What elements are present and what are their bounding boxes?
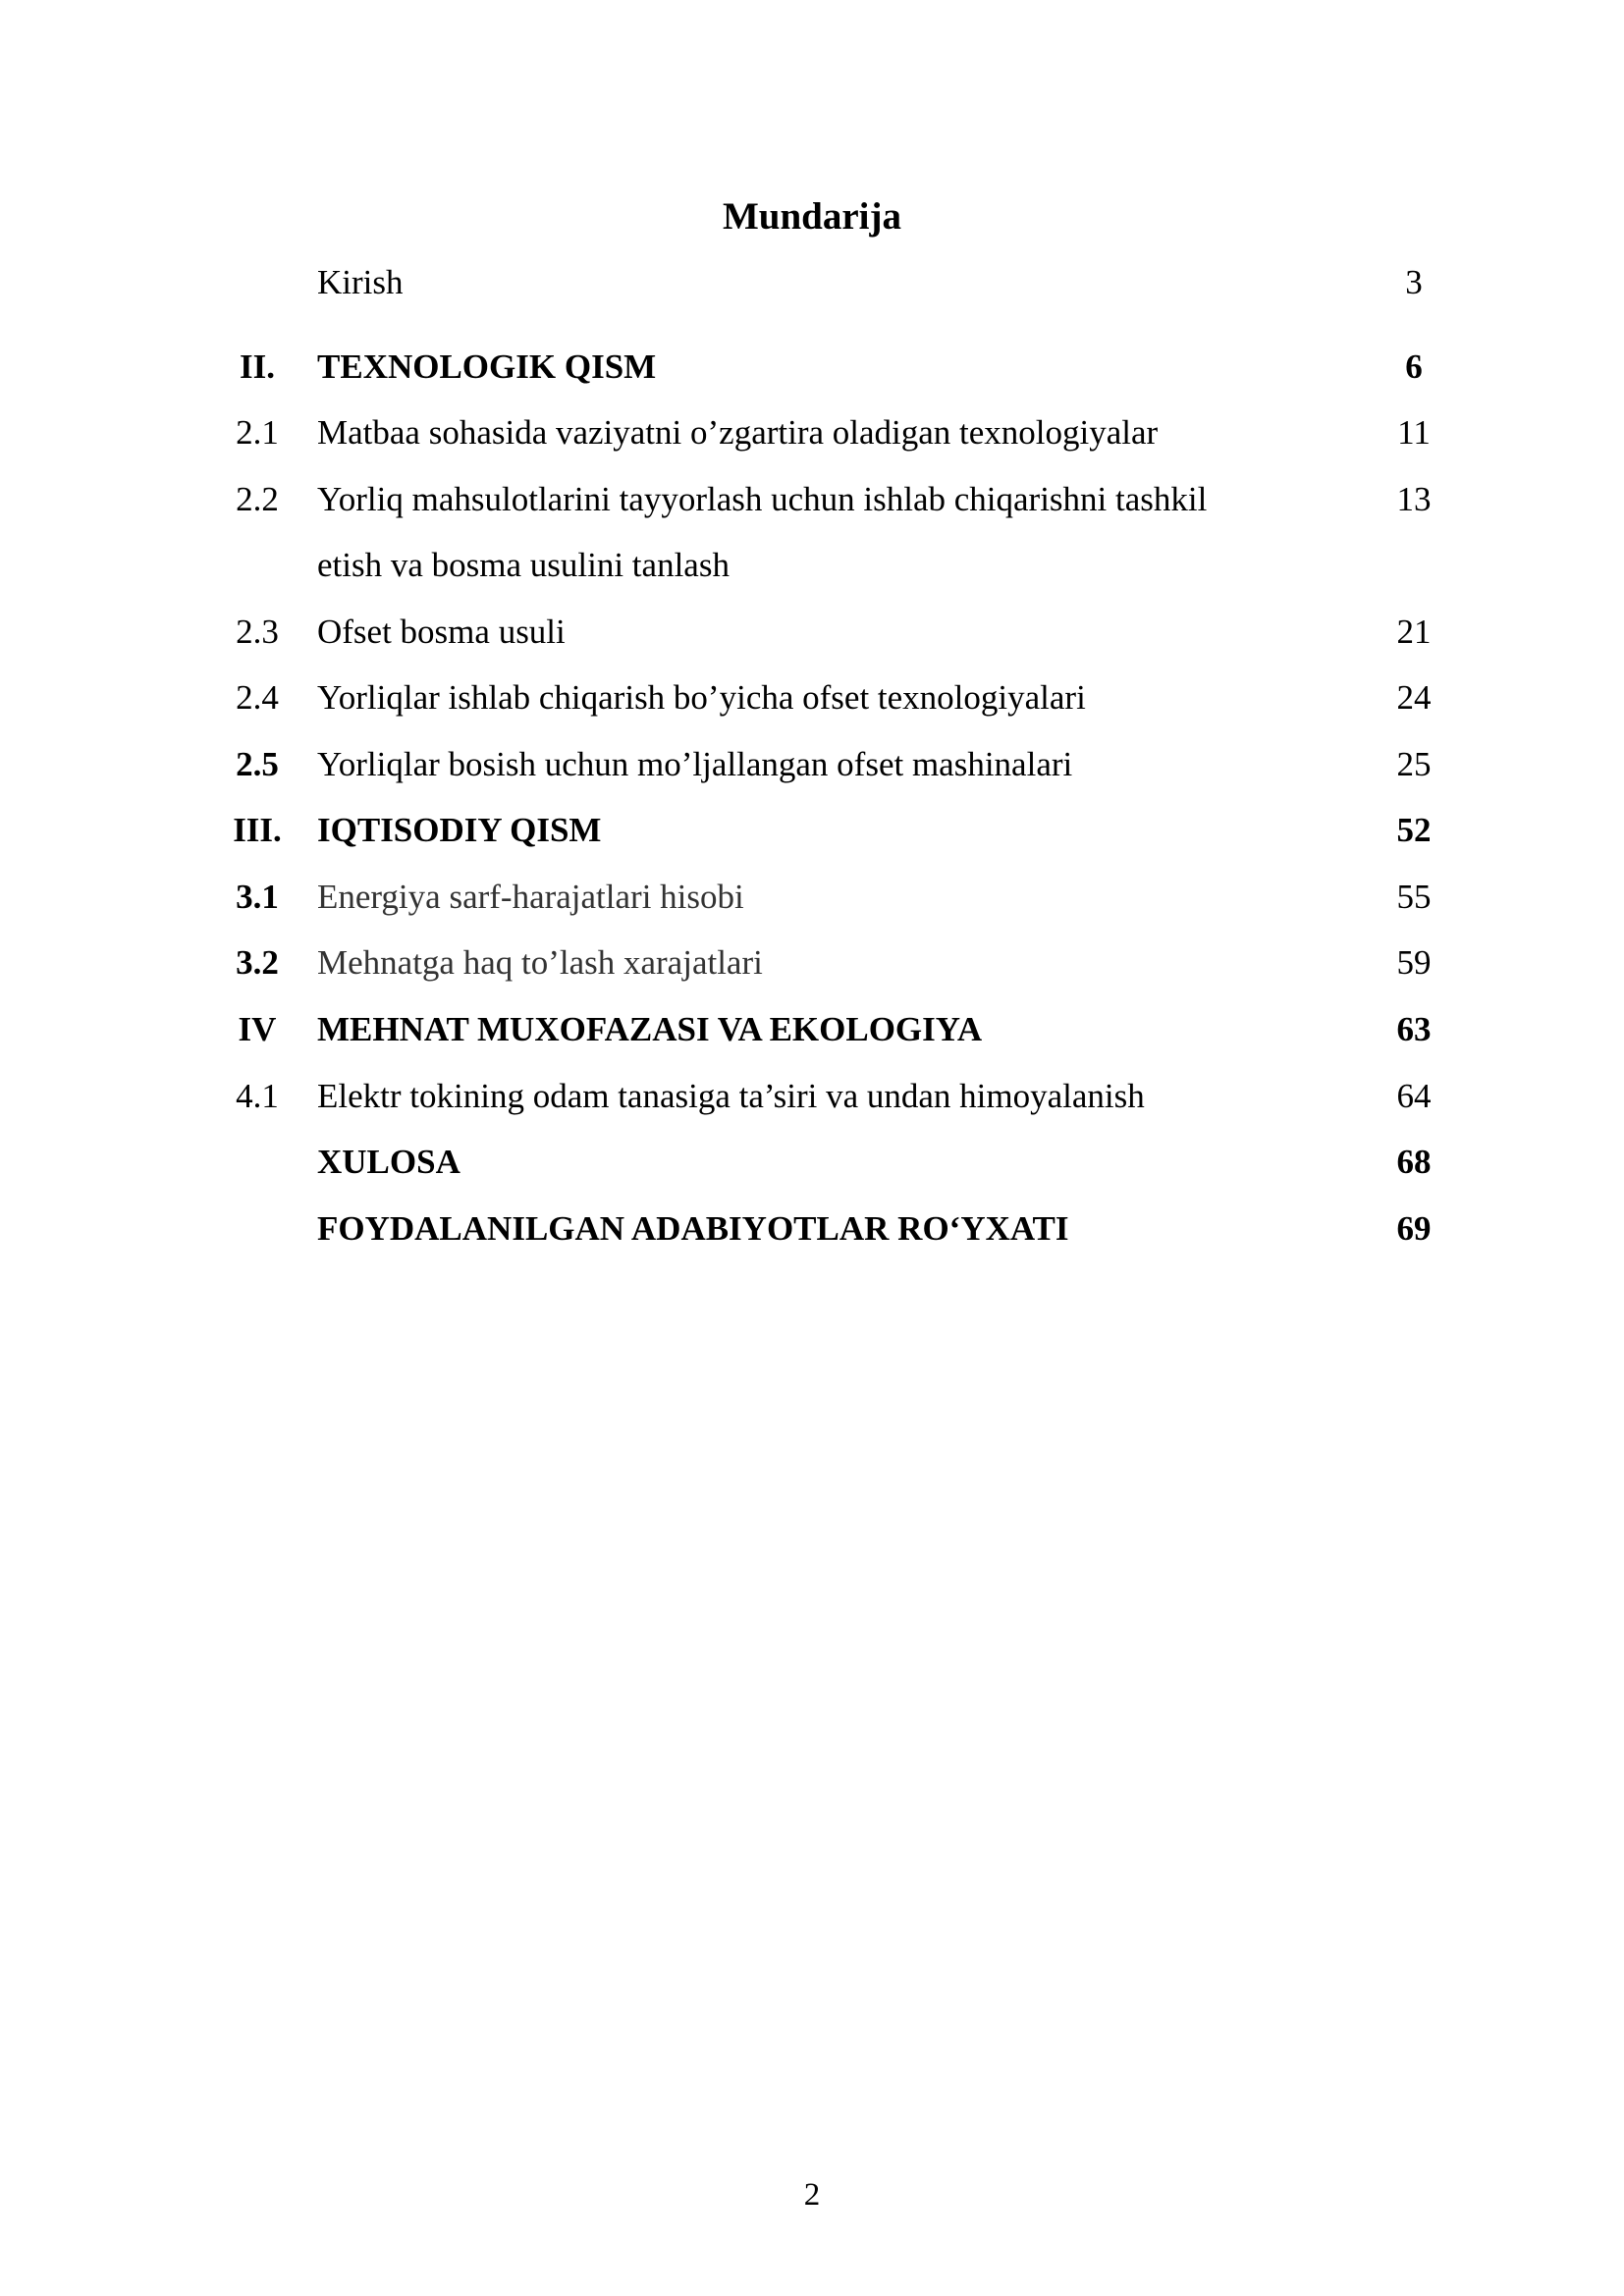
- toc-entry: [0, 255, 1624, 310]
- toc-entry: [0, 1002, 1624, 1057]
- toc-entry-title: Kirish: [317, 263, 404, 301]
- toc-entry: [0, 935, 1624, 990]
- toc-entry-title: FOYDALANILGAN ADABIYOTLAR RO‘YXATI: [317, 1209, 1069, 1248]
- toc-entry-title: Mehnatga haq to’lash xarajatlari: [317, 943, 763, 982]
- toc-entry: [0, 538, 1624, 593]
- toc-entry: [0, 340, 1624, 395]
- toc-entry: [0, 737, 1624, 792]
- toc-entry-title: MEHNAT MUXOFAZASI VA EKOLOGIYA: [317, 1010, 983, 1048]
- toc-entry-title: Yorliqlar bosish uchun mo’ljallangan ofset mashinalari: [317, 745, 1073, 783]
- toc-entry: [0, 405, 1624, 460]
- toc-entry: [0, 1201, 1624, 1256]
- toc-entry-page: 52: [1396, 811, 1432, 849]
- toc-entry: [0, 870, 1624, 925]
- toc-title: Mundarija: [722, 195, 901, 238]
- toc-entry: [0, 803, 1624, 858]
- toc-entry-page: 11: [1397, 413, 1431, 452]
- toc-entry-page: 24: [1396, 678, 1432, 717]
- toc-entry-title: Ofset bosma usuli: [317, 613, 566, 651]
- toc-entry: [0, 605, 1624, 660]
- toc-entry-page: 13: [1396, 480, 1432, 518]
- toc-entry-page: 63: [1396, 1010, 1432, 1048]
- toc-entry-number: 3.1: [236, 878, 279, 916]
- toc-entry-page: 68: [1396, 1143, 1432, 1181]
- toc-entry-number: 3.2: [236, 943, 279, 982]
- toc-entry-title: IQTISODIY QISM: [317, 811, 602, 849]
- toc-entry: [0, 472, 1624, 527]
- toc-entry: [0, 1135, 1624, 1190]
- toc-entry-title: etish va bosma usulini tanlash: [317, 546, 730, 584]
- toc-entry-title: XULOSA: [317, 1143, 460, 1181]
- toc-entry-page: 6: [1405, 347, 1423, 386]
- page-number: 2: [803, 2177, 821, 2213]
- toc-entry-number: III.: [233, 811, 282, 849]
- toc-entry-number: 2.1: [236, 413, 279, 452]
- toc-entry-title: Elektr tokining odam tanasiga ta’siri va undan himoyalanish: [317, 1077, 1145, 1115]
- toc-entry: [0, 1069, 1624, 1124]
- toc-entry-number: 4.1: [236, 1077, 279, 1115]
- toc-entry-title: Yorliqlar ishlab chiqarish bo’yicha ofset texnologiyalari: [317, 678, 1086, 717]
- toc-entry: [0, 670, 1624, 725]
- toc-entry-page: 64: [1396, 1077, 1432, 1115]
- toc-entry-number: 2.5: [236, 745, 279, 783]
- toc-entry-page: 55: [1396, 878, 1432, 916]
- toc-entry-page: 69: [1396, 1209, 1432, 1248]
- toc-entry-page: 21: [1396, 613, 1432, 651]
- toc-entry-title: Yorliq mahsulotlarini tayyorlash uchun ishlab chiqarishni tashkil: [317, 480, 1208, 518]
- toc-entry-number: 2.2: [236, 480, 279, 518]
- toc-entry-page: 59: [1396, 943, 1432, 982]
- toc-entry-number: II.: [240, 347, 275, 386]
- toc-entry-title: Energiya sarf-harajatlari hisobi: [317, 878, 744, 916]
- toc-entry-title: Matbaa sohasida vaziyatni o’zgartira oladigan texnologiyalar: [317, 413, 1159, 452]
- toc-entry-number: 2.3: [236, 613, 279, 651]
- toc-entry-number: IV: [238, 1010, 277, 1048]
- toc-entry-number: 2.4: [236, 678, 279, 717]
- toc-entry-page: 25: [1396, 745, 1432, 783]
- toc-entry-title: TEXNOLOGIK QISM: [317, 347, 657, 386]
- toc-entry-page: 3: [1405, 263, 1423, 301]
